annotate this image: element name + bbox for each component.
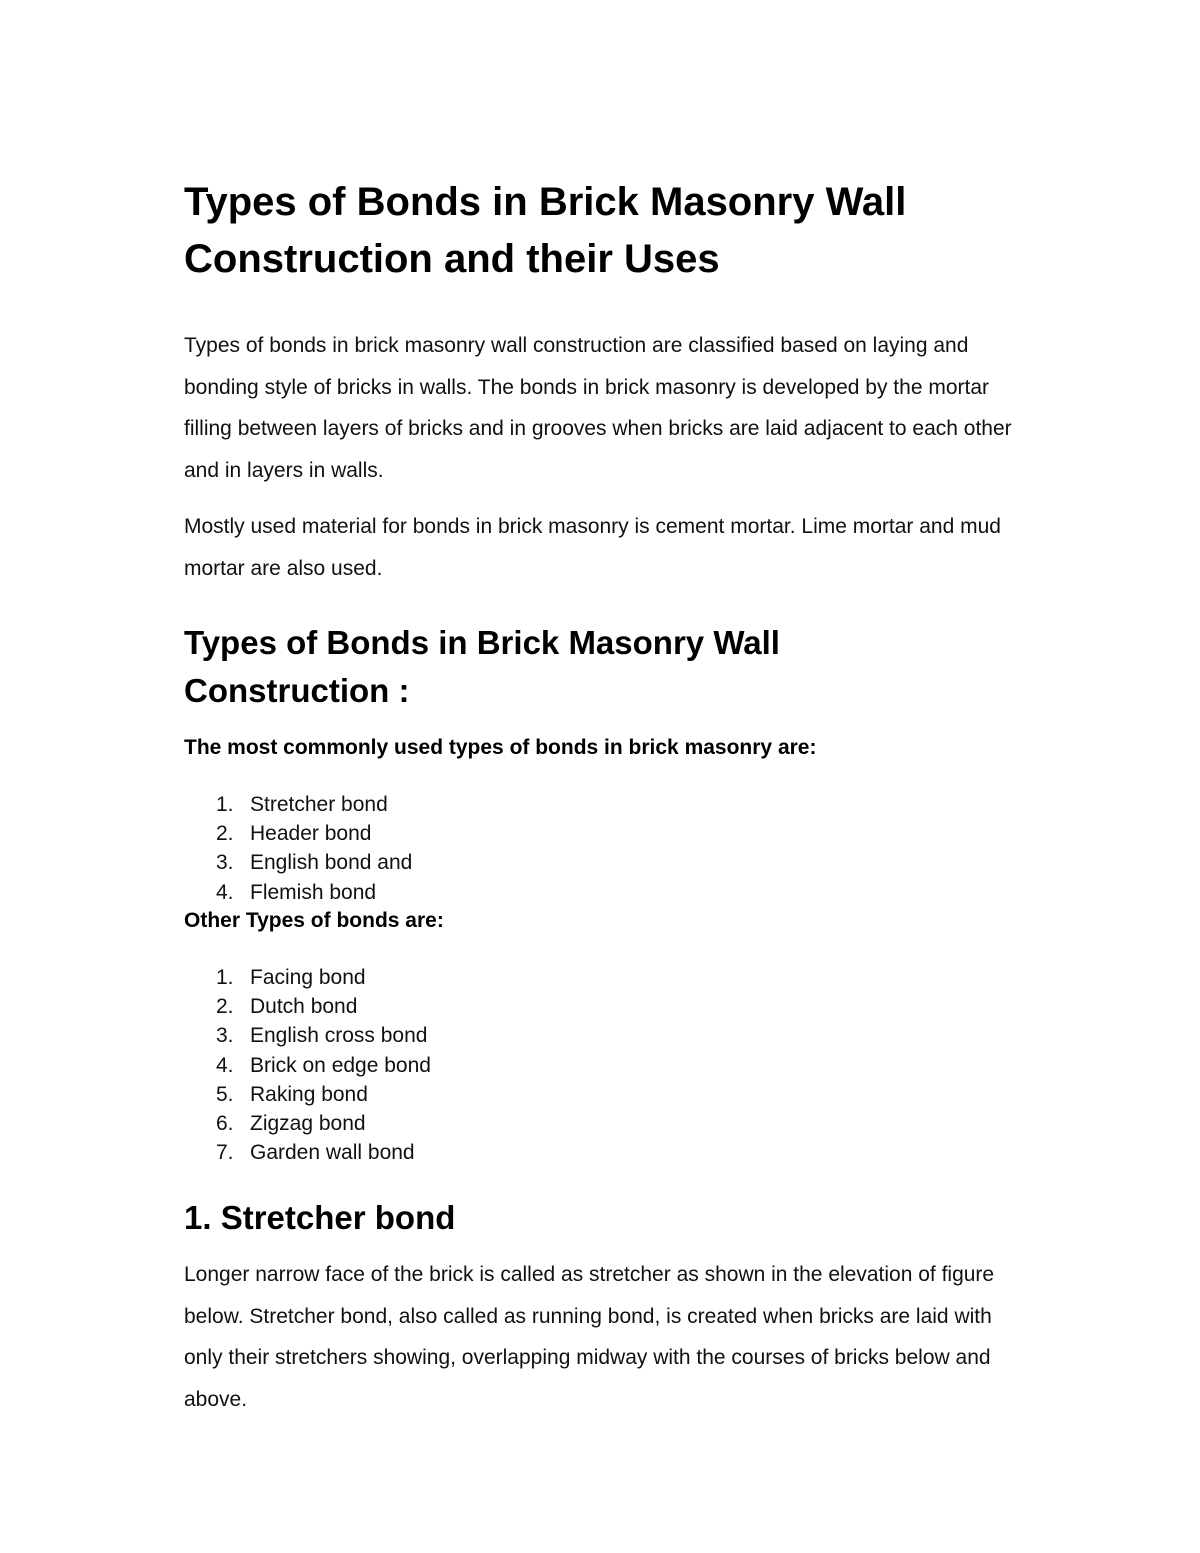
other-bonds-list bbox=[184, 963, 431, 1167]
list-item-label: Raking bond bbox=[250, 1082, 368, 1106]
section-heading: Types of Bonds in Brick Masonry Wall Construction : bbox=[184, 624, 780, 709]
list-item-label: English cross bond bbox=[250, 1024, 428, 1048]
list-number: 5. bbox=[216, 1082, 234, 1106]
list-item bbox=[184, 1109, 431, 1138]
list-item-label: Flemish bond bbox=[250, 880, 377, 904]
list-item-label: Garden wall bond bbox=[250, 1141, 415, 1165]
list-item-label: Stretcher bond bbox=[250, 793, 388, 816]
other-bonds-heading: Other Types of bonds are: bbox=[184, 909, 444, 932]
list-item bbox=[184, 963, 431, 992]
list-item-label: Header bond bbox=[250, 822, 372, 846]
list-item bbox=[184, 819, 412, 848]
list-number: 3. bbox=[216, 851, 234, 875]
stretcher-bond-heading: 1. Stretcher bond bbox=[184, 1199, 456, 1236]
list-item bbox=[184, 992, 431, 1021]
list-item bbox=[184, 1138, 431, 1167]
common-bonds-heading: The most commonly used types of bonds in brick masonry are: bbox=[184, 736, 817, 759]
list-number: 4. bbox=[216, 880, 234, 904]
list-item bbox=[184, 878, 412, 907]
list-number: 3. bbox=[216, 1024, 234, 1048]
list-item-label: Zigzag bond bbox=[250, 1112, 366, 1136]
list-number: 2. bbox=[216, 822, 234, 846]
list-item bbox=[184, 848, 412, 877]
list-number: 1. bbox=[216, 966, 234, 989]
list-item bbox=[184, 1051, 431, 1080]
list-number: 2. bbox=[216, 995, 234, 1019]
list-item bbox=[184, 1080, 431, 1109]
intro-paragraph-2: Mostly used material for bonds in brick masonry is cement mortar. Lime mortar and mud mortar are also used. bbox=[184, 515, 1001, 580]
list-item bbox=[184, 1021, 431, 1050]
common-bonds-list bbox=[184, 790, 412, 907]
list-number: 1. bbox=[216, 793, 234, 816]
stretcher-bond-paragraph: Longer narrow face of the brick is called as stretcher as shown in the elevation of figure below. Stretcher bond, also called as running bond, is created when bricks are laid with only their stretchers showing, overlapping midway with the courses of bricks below and above. bbox=[184, 1263, 995, 1411]
list-item-label: Brick on edge bond bbox=[250, 1053, 431, 1077]
list-item-label: Dutch bond bbox=[250, 995, 358, 1019]
intro-paragraph-1: Types of bonds in brick masonry wall construction are classified based on laying and bonding style of bricks in walls. The bonds in brick masonry is developed by the mortar filling between layers of bricks and in grooves when bricks are laid adjacent to each other and in layers in walls. bbox=[184, 334, 1012, 482]
list-item-label: English bond and bbox=[250, 851, 413, 875]
list-number: 7. bbox=[216, 1141, 234, 1165]
list-number: 4. bbox=[216, 1053, 234, 1077]
document-title: Types of Bonds in Brick Masonry Wall Construction and their Uses bbox=[184, 180, 907, 281]
list-number: 6. bbox=[216, 1112, 234, 1136]
list-item bbox=[184, 790, 412, 819]
list-item-label: Facing bond bbox=[250, 966, 366, 989]
